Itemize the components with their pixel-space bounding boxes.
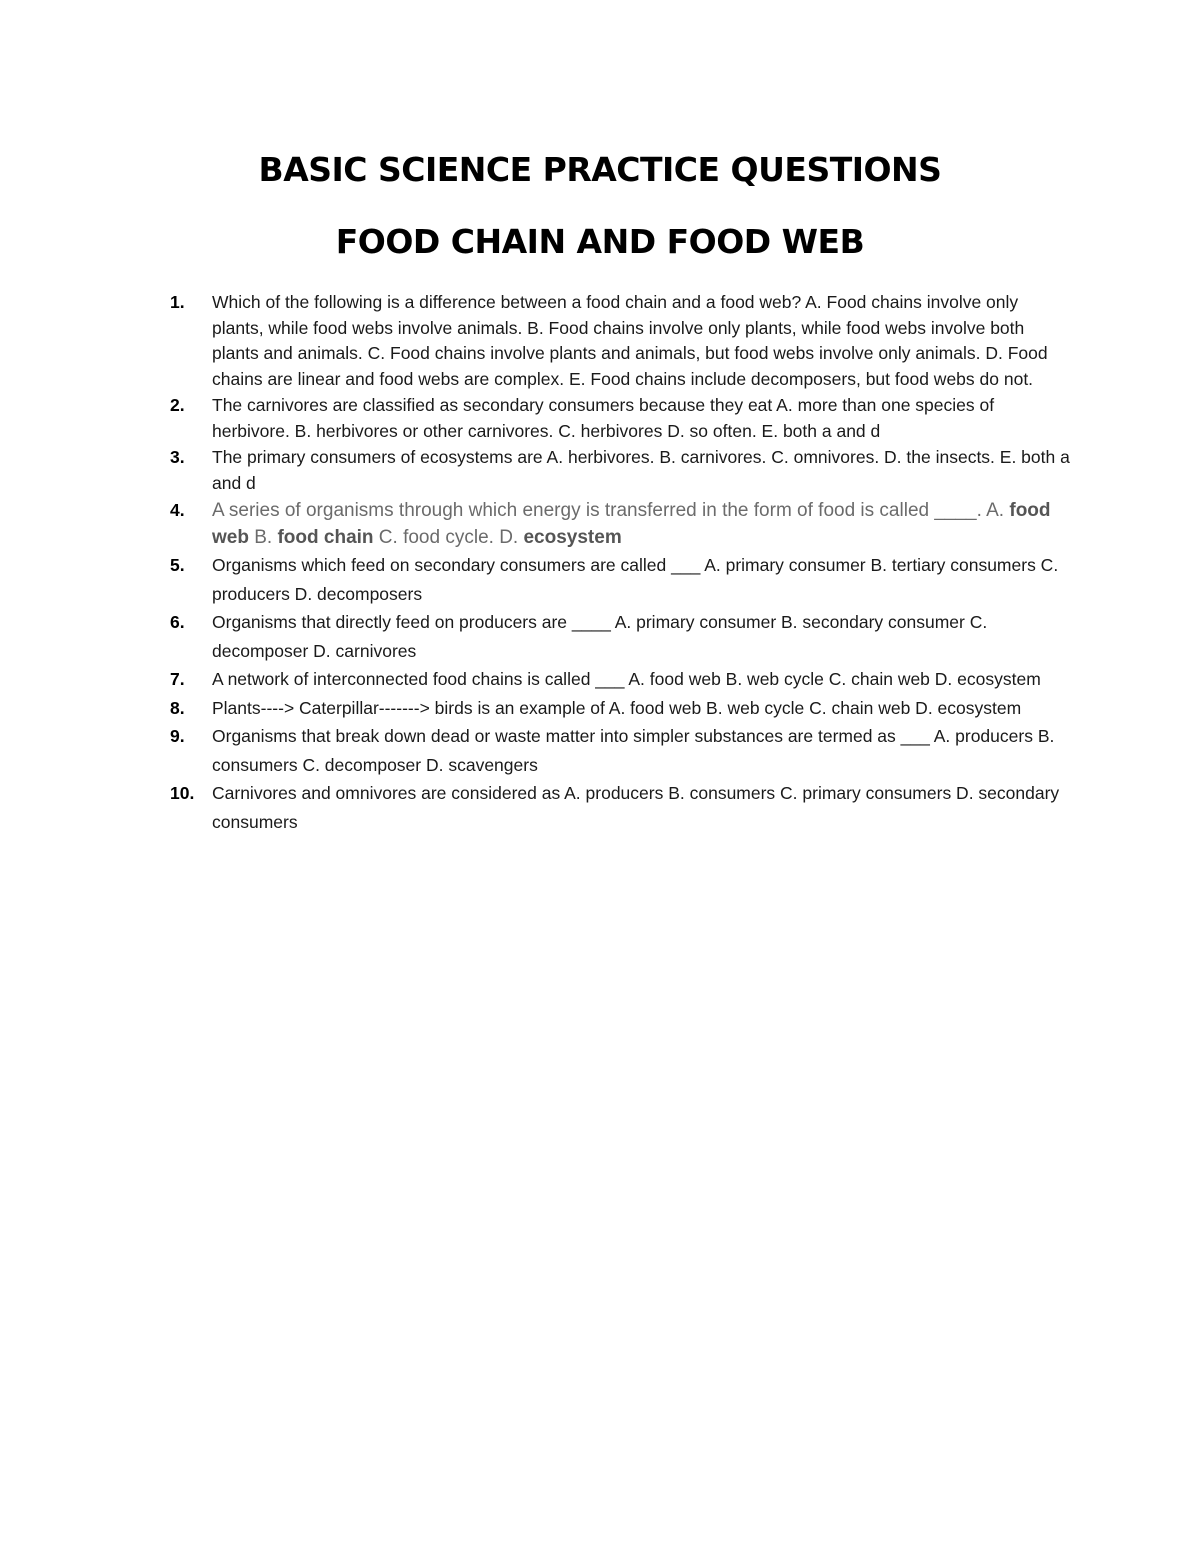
question-item bbox=[170, 393, 1070, 444]
question-text: A network of interconnected food chains is called ___ A. food web B. web cycle C. chain web D. ecosystem bbox=[212, 669, 1041, 689]
question-item bbox=[170, 779, 1070, 836]
question-number: 2. bbox=[170, 395, 185, 415]
question-item bbox=[170, 551, 1070, 608]
document-title: BASIC SCIENCE PRACTICE QUESTIONS bbox=[258, 150, 942, 189]
question-number: 7. bbox=[170, 669, 185, 689]
question-item bbox=[170, 445, 1070, 496]
question-stem: A series of organisms through which energy is transferred in the form of food is called ____. A. bbox=[212, 500, 1010, 521]
question-list bbox=[170, 290, 1070, 836]
option-b-prefix: B. bbox=[248, 527, 278, 548]
option-b-bold: food chain bbox=[277, 527, 374, 548]
question-item bbox=[170, 290, 1070, 392]
question-item bbox=[170, 722, 1070, 779]
document-subtitle: FOOD CHAIN AND FOOD WEB bbox=[335, 222, 865, 261]
question-number: 4. bbox=[170, 500, 185, 520]
question-number: 3. bbox=[170, 447, 185, 467]
question-text: Organisms that directly feed on producers are ____ A. primary consumer B. secondary consumer C. decomposer D. carnivores bbox=[212, 612, 988, 661]
question-number: 1. bbox=[170, 292, 185, 312]
question-item bbox=[170, 665, 1070, 694]
question-item bbox=[170, 608, 1070, 665]
question-number: 5. bbox=[170, 555, 185, 575]
question-item bbox=[170, 497, 1070, 551]
question-text: Plants----> Caterpillar-------> birds is an example of A. food web B. web cycle C. chain web D. ecosystem bbox=[212, 697, 1022, 718]
question-number: 6. bbox=[170, 612, 185, 632]
option-d-bold: ecosystem bbox=[523, 527, 622, 548]
question-text bbox=[212, 497, 1070, 551]
question-text: The primary consumers of ecosystems are A. herbivores. B. carnivores. C. omnivores. D. the insects. E. both a and d bbox=[212, 447, 1070, 493]
question-text: Which of the following is a difference between a food chain and a food web? A. Food chains involve only plants, while food webs involve animals. B. Food chains involve only plants, while food webs involve both plants and animals. C. Food chains involve plants and animals, but food webs involve only animals. D. Food chains are linear and food webs are complex. E. Food chains include decomposers, but food webs do not. bbox=[212, 292, 1048, 389]
question-text: Organisms that break down dead or waste matter into simpler substances are termed as ___ A. producers B. consumers C. decomposer D. scavengers bbox=[212, 726, 1055, 775]
question-text: The carnivores are classified as secondary consumers because they eat A. more than one species of herbivore. B. herbivores or other carnivores. C. herbivores D. so often. E. both a and d bbox=[212, 395, 995, 441]
question-number: 9. bbox=[170, 726, 185, 746]
question-number: 10. bbox=[170, 783, 195, 803]
question-text: Organisms which feed on secondary consumers are called ___ A. primary consumer B. tertiary consumers C. producers D. decomposers bbox=[212, 555, 1059, 604]
question-text: Carnivores and omnivores are considered as A. producers B. consumers C. primary consumers D. secondary consumers bbox=[212, 783, 1060, 832]
option-a-bold: food web bbox=[212, 500, 1051, 548]
question-number: 8. bbox=[170, 697, 185, 718]
question-item bbox=[170, 694, 1070, 723]
option-c-text: C. food cycle. D. bbox=[373, 527, 524, 548]
